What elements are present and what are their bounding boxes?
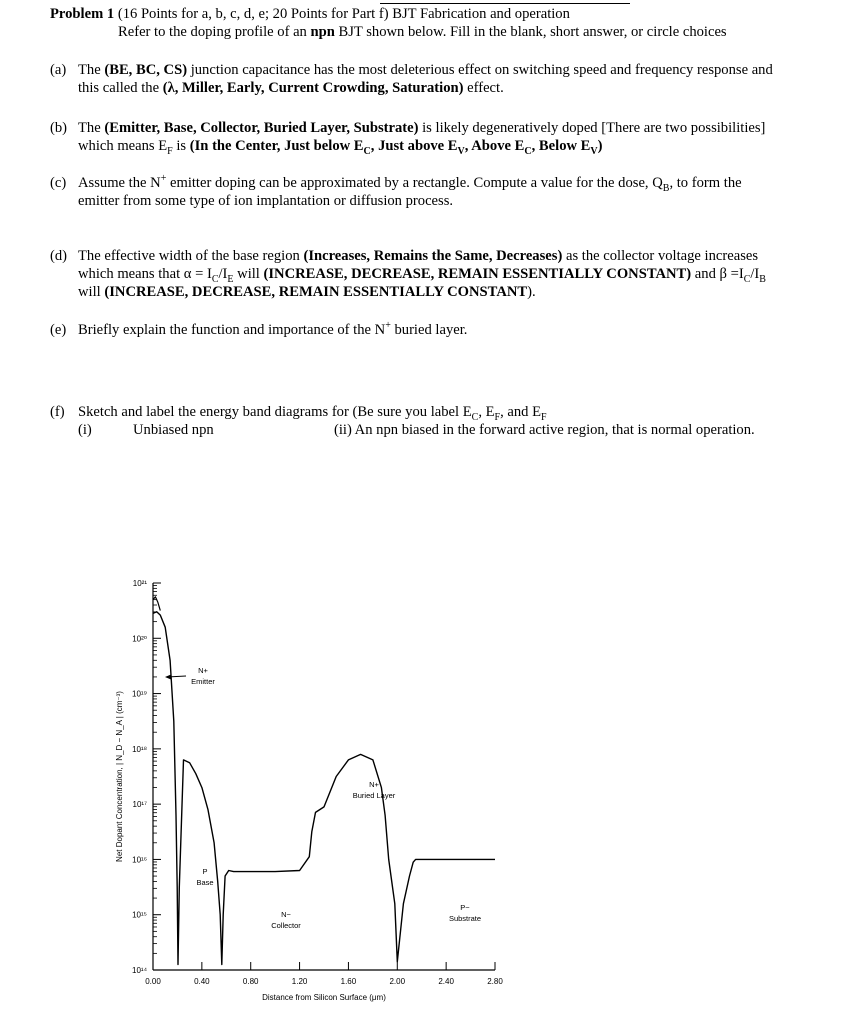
y-tick-label: 10¹⁸ [132, 744, 147, 754]
chart-labels [115, 579, 503, 1002]
qb-l2-sub: F [167, 145, 173, 157]
x-tick-label: 2.00 [389, 977, 406, 986]
qd-l2-b: /I [218, 266, 228, 282]
qf-l1-c: , and E [500, 404, 542, 420]
qc-l1-c: , to form the [669, 175, 742, 191]
qb-d: , Just above E [370, 138, 458, 154]
chart-curves [153, 597, 495, 965]
qd-l2-c: will [233, 266, 264, 282]
qe-b: buried layer. [390, 322, 468, 338]
y-tick-label: 10²¹ [132, 579, 147, 588]
qb-c: (In the Center, Just below E [189, 138, 364, 154]
question-c-label: (c) [50, 175, 67, 191]
qb-g: ) [597, 138, 603, 154]
qa-l1-c: junction capacitance has the most deleterious effect on switching speed and frequency response and [187, 62, 773, 78]
region-type-label: P [202, 867, 208, 876]
qc-l1-sub: B [662, 182, 670, 194]
qa-l2-c: effect. [463, 80, 504, 96]
y-tick-label: 10¹⁴ [132, 966, 147, 975]
qb-e: , Above E [464, 138, 525, 154]
y-tick-label: 10¹⁵ [132, 910, 147, 920]
qa-junction-choices[interactable]: (BE, BC, CS) [104, 62, 188, 78]
qb-l2-b: is [172, 138, 190, 154]
region-type-label: N+ [198, 666, 208, 675]
qf-l1-a: Sketch and label the energy band diagrams for (Be sure you label E [78, 404, 472, 420]
region-name-label: Emitter [191, 677, 215, 686]
x-tick-label: 1.20 [291, 977, 308, 986]
qf-sub1: C [471, 411, 479, 423]
profile-curve-0 [153, 612, 495, 965]
intro-text-a: Refer to the doping profile of an [118, 24, 311, 40]
x-tick-label: 1.60 [340, 977, 357, 986]
region-name-label: Buried Layer [352, 791, 396, 800]
qd-sub4: B [759, 273, 766, 285]
chart-axes [153, 583, 495, 970]
y-tick-label: 10²⁰ [132, 634, 147, 644]
qb-region-choices[interactable]: (Emitter, Base, Collector, Buried Layer, Substrate) [104, 120, 419, 136]
x-axis-title: Distance from Silicon Surface (μm) [262, 993, 386, 1002]
question-f-ii-text: (ii) An npn biased in the forward active region, that is normal operation. [334, 422, 755, 438]
intro-npn: npn [310, 24, 335, 40]
qa-effect-choices[interactable]: (λ, Miller, Early, Current Crowding, Saturation) [162, 80, 464, 96]
y-tick-label: 10¹⁷ [132, 800, 147, 810]
qd-width-choices[interactable]: (Increases, Remains the Same, Decreases) [303, 248, 563, 264]
profile-curve-1 [153, 597, 160, 611]
region-name-label: Collector [271, 921, 301, 930]
question-f-i-text: Unbiased npn [133, 422, 214, 438]
qd-l2-a: which means that α = I [78, 266, 212, 282]
intro-text-b: BJT shown below. Fill in the blank, short answer, or circle choices [334, 24, 727, 40]
qc-l1-b: emitter doping can be approximated by a rectangle. Compute a value for the dose, Q [166, 175, 663, 191]
qd-sub1: C [211, 273, 219, 285]
qb-l1-c: is likely degeneratively doped [There are two possibilities] [418, 120, 766, 136]
qf-sub3: F [541, 411, 547, 423]
qb-l1-a: The [78, 120, 105, 136]
question-e-label: (e) [50, 322, 67, 338]
qd-l2-f: /I [750, 266, 760, 282]
question-f-i-label: (i) [78, 422, 92, 438]
qb-c-sub: C [363, 145, 371, 157]
y-tick-label: 10¹⁶ [132, 855, 147, 865]
x-tick-label: 0.40 [194, 977, 210, 986]
qd-l3-a: will [78, 284, 105, 300]
problem-number: Problem 1 [50, 6, 115, 22]
qe-a: Briefly explain the function and importance of the N [78, 322, 386, 338]
question-b-label: (b) [50, 120, 68, 136]
qe-sup: + [385, 320, 391, 332]
region-name-label: Base [196, 878, 214, 887]
qc-l1-sup: + [160, 173, 167, 185]
x-tick-label: 0.00 [145, 977, 161, 986]
question-d-label: (d) [50, 248, 68, 264]
qd-beta-choices[interactable]: (INCREASE, DECREASE, REMAIN ESSENTIALLY CONSTANT [104, 284, 528, 300]
qb-f-sub: V [590, 145, 598, 157]
question-c-line2: emitter from some type of ion implantation or diffusion process. [78, 193, 454, 209]
question-f-label: (f) [50, 404, 65, 420]
qd-sub3: C [743, 273, 751, 285]
qd-l1-a: The effective width of the base region [78, 248, 304, 264]
qf-l1-b: , E [478, 404, 495, 420]
problem-points: (16 Points for a, b, c, d, e; 20 Points for Part f) BJT Fabrication and operation [114, 6, 570, 22]
qa-l1-a: The [78, 62, 105, 78]
emitter-arrow-head [165, 675, 171, 680]
y-axis-title: Net Dopant Concentration, | N_D − N_A | (cm⁻³) [115, 691, 124, 862]
x-tick-label: 2.80 [487, 977, 503, 986]
qd-l1-c: as the collector voltage increases [562, 248, 759, 264]
region-type-label: N− [281, 910, 291, 919]
qd-l3-c: ). [527, 284, 536, 300]
y-tick-label: 10¹⁹ [132, 689, 147, 699]
question-a-label: (a) [50, 62, 67, 78]
region-type-label: N+ [369, 780, 379, 789]
qc-l1-a: Assume the N [78, 175, 161, 191]
qa-l2-a: this called the [78, 80, 163, 96]
qb-l2-a: which means E [78, 138, 168, 154]
region-type-label: P− [460, 903, 470, 912]
qb-d-sub: V [457, 145, 465, 157]
qb-e-sub: C [524, 145, 532, 157]
qd-sub2: E [227, 273, 234, 285]
qb-f: , Below E [531, 138, 591, 154]
x-tick-label: 2.40 [438, 977, 454, 986]
qf-sub2: F [494, 411, 501, 423]
x-tick-label: 0.80 [242, 977, 259, 986]
qd-l2-e: and β =I [691, 266, 744, 282]
qd-alpha-choices[interactable]: (INCREASE, DECREASE, REMAIN ESSENTIALLY CONSTANT) [263, 266, 692, 282]
region-name-label: Substrate [448, 914, 482, 923]
